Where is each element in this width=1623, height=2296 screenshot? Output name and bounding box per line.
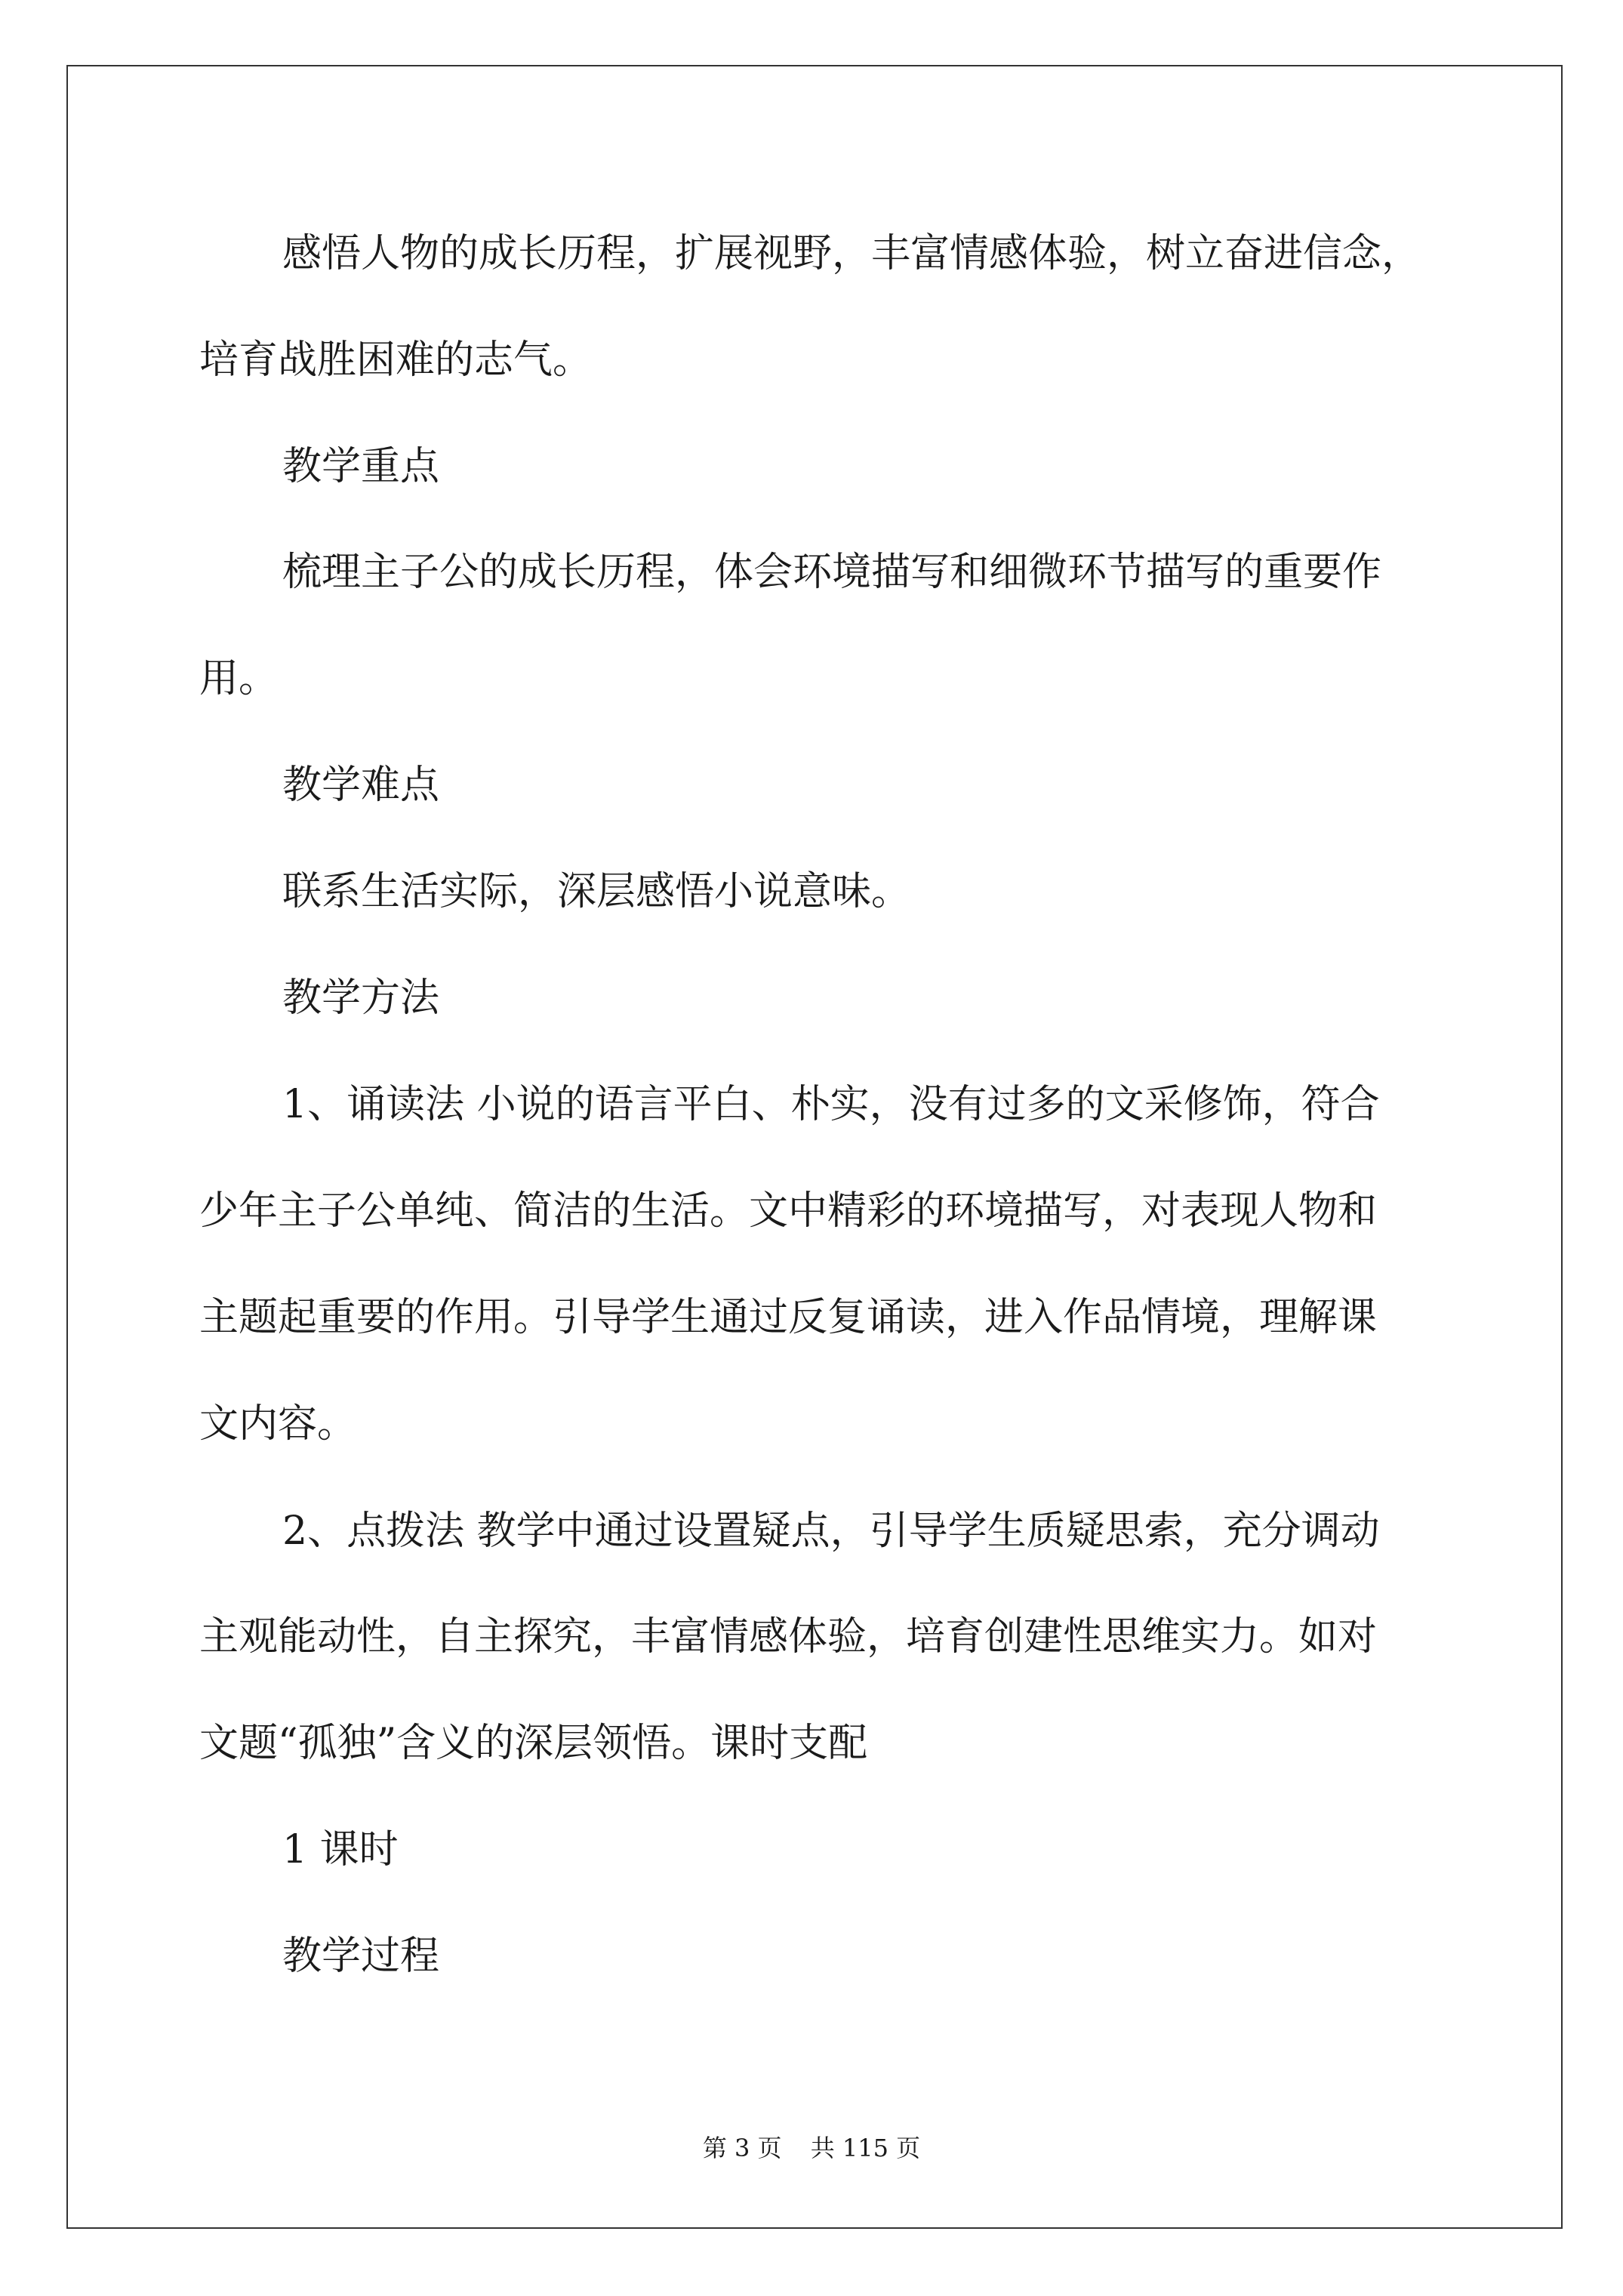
section-heading: 教学重点: [282, 444, 440, 489]
section-heading: 教学过程: [282, 1934, 440, 1979]
section-heading: 教学方法: [282, 975, 440, 1021]
paragraph-line: 文内容。: [199, 1401, 357, 1447]
paragraph-line: 用。: [199, 656, 279, 701]
page-footer: [0, 2133, 1623, 2163]
page-total: 共 115 页: [810, 2134, 921, 2162]
paragraph-line: 联系生活实际，深层感悟小说意味。: [282, 869, 911, 914]
paragraph-line: 感悟人物的成长历程，扩展视野，丰富情感体验，树立奋进信念，: [282, 231, 1421, 276]
paragraph-line: 1 课时: [282, 1827, 399, 1872]
paragraph-line: 1、诵读法 小说的语言平白、朴实，没有过多的文采修饰，符合: [282, 1082, 1380, 1127]
page-frame: [66, 65, 1563, 2229]
paragraph-line: 主观能动性，自主探究，丰富情感体验，培育创建性思维实力。如对: [199, 1614, 1378, 1660]
paragraph-line: 梳理主子公的成长历程，体会环境描写和细微环节描写的重要作: [282, 550, 1382, 595]
paragraph-line: 2、点拨法 教学中通过设置疑点，引导学生质疑思索，充分调动: [282, 1509, 1380, 1554]
section-heading: 教学难点: [282, 763, 440, 808]
paragraph-line: 少年主子公单纯、简洁的生活。文中精彩的环境描写，对表现人物和: [199, 1188, 1378, 1234]
paragraph-line: 主题起重要的作用。引导学生通过反复诵读，进入作品情境，理解课: [199, 1295, 1378, 1340]
page-number: 第 3 页: [702, 2134, 782, 2162]
paragraph-line: 培育战胜困难的志气。: [199, 337, 593, 383]
paragraph-line: 文题“孤独”含义的深层领悟。课时支配: [199, 1721, 868, 1766]
